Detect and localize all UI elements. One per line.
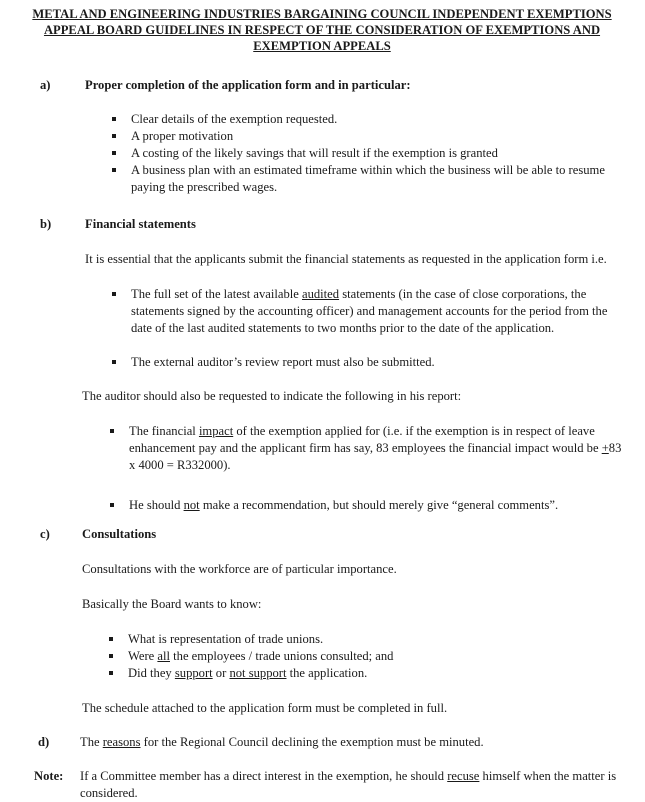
bullet-icon bbox=[110, 503, 114, 507]
section-d-text: The reasons for the Regional Council declining the exemption must be minuted. bbox=[80, 735, 484, 749]
title-line-2: APPEAL BOARD GUIDELINES IN RESPECT OF THE CONSIDERATION OF EXEMPTIONS AND bbox=[43, 23, 601, 37]
bullet-icon bbox=[109, 654, 113, 658]
section-b-auditor-intro: The auditor should also be requested to indicate the following in his report: bbox=[82, 389, 462, 403]
section-b-label: b) bbox=[40, 217, 52, 231]
section-c-heading: Consultations bbox=[82, 527, 157, 541]
title-line-3: EXEMPTION APPEALS bbox=[253, 39, 391, 53]
list-item: Were all the employees / trade unions consulted; and bbox=[128, 648, 628, 665]
bullet-icon bbox=[110, 429, 114, 433]
bullet-icon bbox=[109, 637, 113, 641]
section-b-list-1 bbox=[131, 286, 629, 371]
section-c-paragraph-3: The schedule attached to the application form must be completed in full. bbox=[82, 701, 448, 715]
list-item: He should not make a recommendation, but should merely give “general comments”. bbox=[129, 497, 629, 514]
list-item: Did they support or not support the application. bbox=[128, 665, 628, 682]
bullet-icon bbox=[112, 168, 116, 172]
list-item: A costing of the likely savings that will result if the exemption is granted bbox=[131, 145, 631, 162]
bullet-icon bbox=[112, 360, 116, 364]
document-title bbox=[6, 6, 638, 54]
title-line-1: METAL AND ENGINEERING INDUSTRIES BARGAINING COUNCIL INDEPENDENT EXEMPTIONS bbox=[32, 7, 612, 21]
list-item: A business plan with an estimated timeframe within which the business will be able to resume paying the prescribed wages. bbox=[131, 162, 631, 196]
section-b-intro: It is essential that the applicants submit the financial statements as requested in the application form i.e. bbox=[85, 252, 607, 266]
section-d-label: d) bbox=[38, 735, 50, 749]
section-c-paragraph-2: Basically the Board wants to know: bbox=[82, 597, 262, 611]
list-item: What is representation of trade unions. bbox=[128, 631, 628, 648]
section-a-heading: Proper completion of the application form and in particular: bbox=[85, 78, 411, 92]
list-item: The external auditor’s review report must also be submitted. bbox=[131, 354, 629, 371]
section-a-label: a) bbox=[40, 78, 51, 92]
bullet-icon bbox=[112, 117, 116, 121]
section-a-list bbox=[131, 111, 631, 196]
list-item: The full set of the latest available audited statements (in the case of close corporations, the statements signed by the accounting officer) and management accounts for the period from the date of the last audited statements to two months prior to the date of the application. bbox=[131, 286, 629, 337]
section-c-label: c) bbox=[40, 527, 50, 541]
list-item: The financial impact of the exemption applied for (i.e. if the exemption is in respect of leave enhancement pay and the applicant firm has say, 83 employees the financial impact would be +83 x 4000 = R332000). bbox=[129, 423, 629, 474]
bullet-icon bbox=[112, 134, 116, 138]
bullet-icon bbox=[112, 151, 116, 155]
section-b-list-2 bbox=[129, 423, 629, 514]
section-c-paragraph-1: Consultations with the workforce are of particular importance. bbox=[82, 562, 397, 576]
section-b-heading: Financial statements bbox=[85, 217, 196, 231]
note-label: Note: bbox=[34, 769, 64, 783]
section-c-list bbox=[128, 631, 628, 682]
list-item: A proper motivation bbox=[131, 128, 631, 145]
bullet-icon bbox=[112, 292, 116, 296]
list-item: Clear details of the exemption requested. bbox=[131, 111, 631, 128]
bullet-icon bbox=[109, 671, 113, 675]
note-text: If a Committee member has a direct interest in the exemption, he should recuse himself when the matter is considered. bbox=[80, 769, 617, 800]
